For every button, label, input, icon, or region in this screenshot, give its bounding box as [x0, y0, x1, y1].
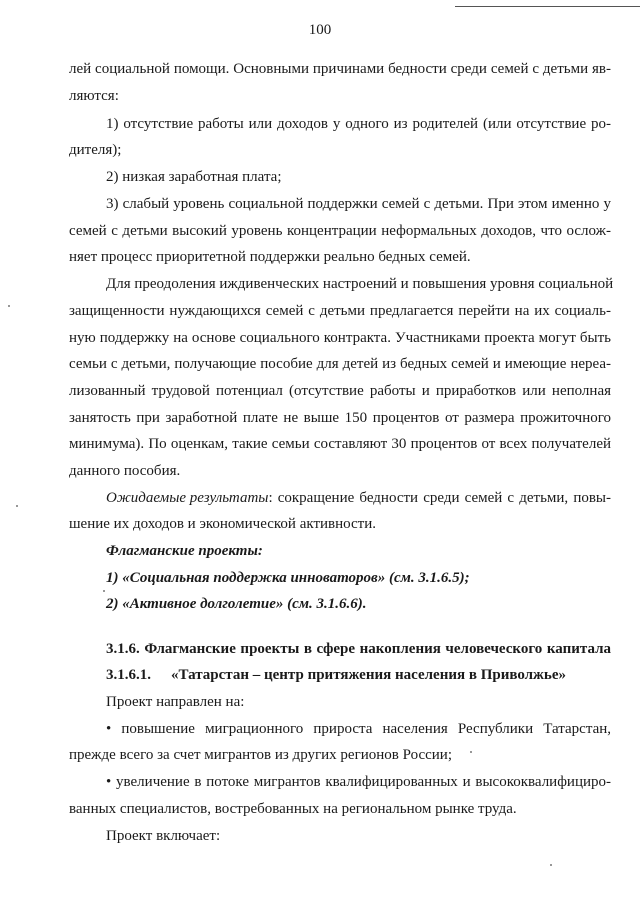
text-line: лизованный трудовой потенциал (отсутствие работы и приработков или неполная: [69, 383, 611, 399]
text-line: няет процесс приоритетной поддержки реально бедных семей.: [69, 249, 471, 265]
text-line: Проект включает:: [106, 828, 221, 844]
expected-results-text: : сокращение бедности среди семей с детьми, повы-: [268, 490, 611, 506]
text-line: прежде всего за счет мигрантов из других регионов России;: [69, 747, 452, 763]
text-line: лей социальной помощи. Основными причинами бедности среди семей с детьми яв-: [69, 61, 611, 77]
page-number: 100: [308, 22, 332, 38]
flagship-projects-heading: Флагманские проекты:: [106, 543, 263, 559]
list-item: 2) низкая заработная плата;: [106, 169, 282, 185]
section-heading: 3.1.6. Флагманские проекты в сфере накопления человеческого капитала: [106, 641, 611, 657]
text-line: семей с детьми высокий уровень концентрации неформальных доходов, что ослож-: [69, 223, 611, 239]
text-line: ную поддержку на основе социального контракта. Участниками проекта могут быть: [69, 330, 611, 346]
scan-speck: [103, 590, 105, 592]
bullet-item: • повышение миграционного прироста населения Республики Татарстан,: [106, 721, 611, 737]
text-line: шение их доходов и экономической активности.: [69, 516, 377, 532]
text-line: семьи с детьми, получающие пособие для детей из бедных семей и имеющие нереа-: [69, 356, 611, 372]
scan-speck: [8, 305, 10, 307]
text-line: Проект направлен на:: [106, 694, 245, 710]
subsection-title: «Татарстан – центр притяжения населения в Приволжье»: [171, 667, 567, 683]
flagship-project-item: 2) «Активное долголетие» (см. 3.1.6.6).: [106, 596, 367, 612]
text-line: защищенности нуждающихся семей с детьми предлагается перейти на их социаль-: [69, 303, 611, 319]
scan-speck: [550, 864, 552, 866]
expected-results-line: [106, 489, 611, 507]
text-line: дителя);: [69, 142, 122, 158]
list-item: 3) слабый уровень социальной поддержки семей с детьми. При этом именно у: [106, 196, 611, 212]
scan-speck: [470, 751, 472, 753]
text-line: данного пособия.: [69, 463, 181, 479]
top-rule: [455, 6, 640, 7]
flagship-project-item: 1) «Социальная поддержка инноваторов» (см. 3.1.6.5);: [106, 570, 470, 586]
subsection-number: 3.1.6.1.: [106, 667, 151, 683]
list-item: 1) отсутствие работы или доходов у одного из родителей (или отсутствие ро-: [106, 116, 611, 132]
text-line: ляются:: [69, 88, 119, 104]
text-line: занятость при заработной плате не выше 150 процентов от размера прожиточного: [69, 410, 611, 426]
text-line: минимума). По оценкам, такие семьи составляют 30 процентов от всех получателей: [69, 436, 611, 452]
scan-speck: [16, 505, 18, 507]
text-line: ванных специалистов, востребованных на региональном рынке труда.: [69, 801, 517, 817]
expected-results-label: Ожидаемые результаты: [106, 490, 269, 506]
paragraph-first-line: Для преодоления иждивенческих настроений и повышения уровня социальной: [106, 276, 614, 292]
bullet-item: • увеличение в потоке мигрантов квалифицированных и высококвалифициро-: [106, 774, 611, 790]
